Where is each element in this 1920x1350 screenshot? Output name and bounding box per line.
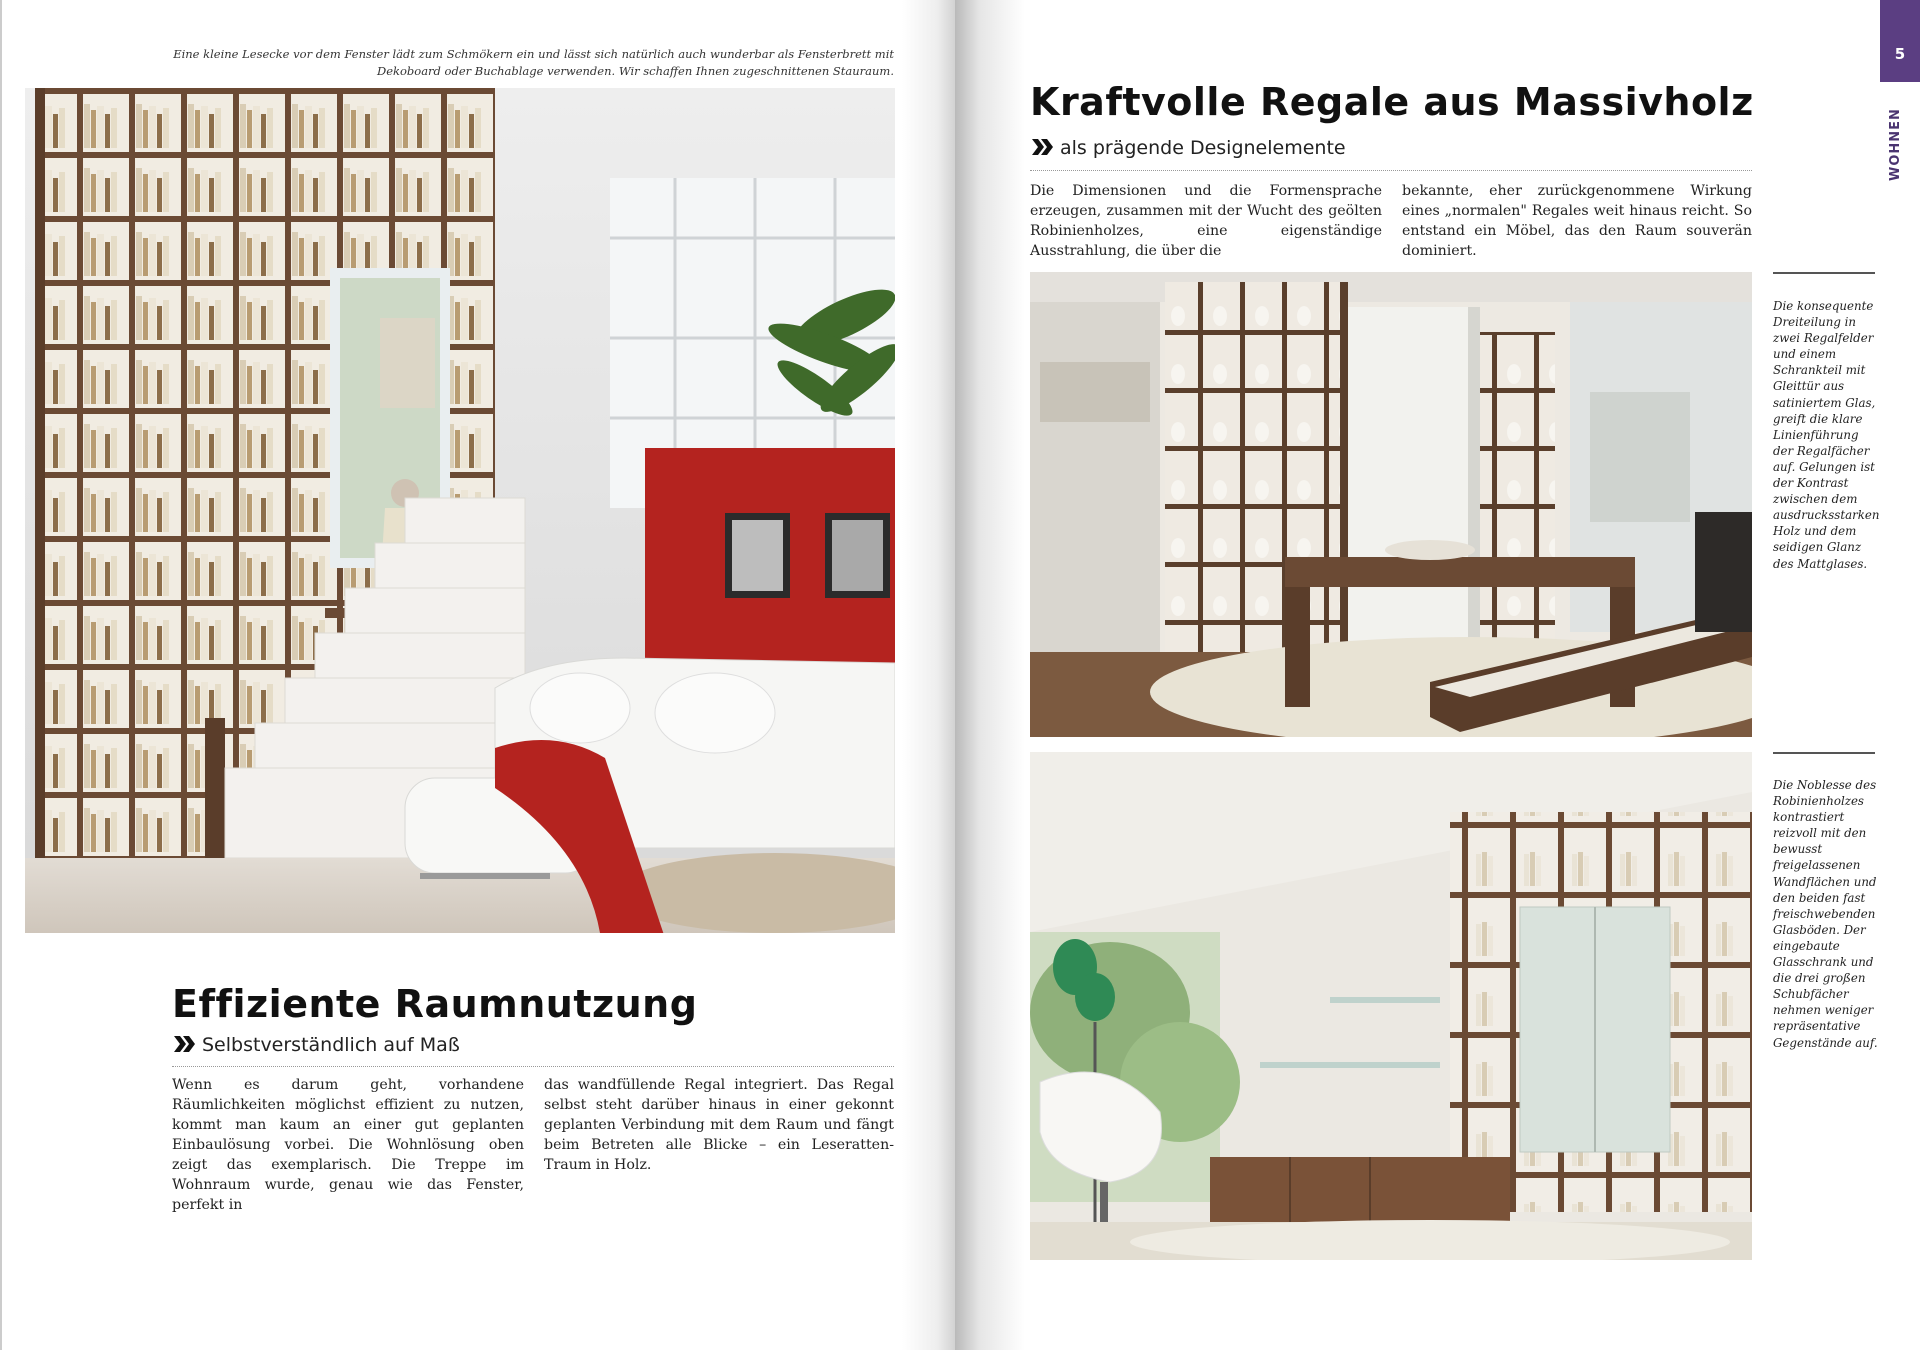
shelf-and-glass-cabinet-photo [1030, 272, 1752, 737]
right-subline-text: als prägende Designelemente [1060, 137, 1346, 159]
right-headline: Kraftvolle Regale aus Massivholz [1030, 80, 1754, 124]
section-tab [1880, 0, 1920, 82]
side-caption-2: Die Noblesse des Robinienholzes kontrastiert reizvoll mit den bewusst freigelassenen Wandflächen und den beiden fast freischwebenden Glasböden. Der eingebaute Glasschrank und die drei großen Schubfächer nehmen weniger repräsentative Gegenstände auf. [1773, 778, 1878, 1050]
right-dotted-rule [1030, 170, 1752, 171]
double-chevron-right-icon [1030, 137, 1054, 157]
left-subline-text: Selbstverständlich auf Maß [202, 1034, 460, 1056]
section-label: WOHNEN [1888, 108, 1903, 181]
left-headline: Effiziente Raumnutzung [172, 982, 698, 1026]
left-page [0, 0, 957, 1350]
side-caption-1: Die konsequente Dreiteilung in zwei Regalfelder und einem Schrankteil mit Gleittür aus satiniertem Glas, greift die klare Linienführung der Regalfächer auf. Gelungen ist der Kontrast zwischen dem ausdrucksstarken Holz und dem seidigen Glanz des Mattglases. [1773, 299, 1880, 571]
left-body-column-2: das wandfüllende Regal integriert. Das Regal selbst steht darüber hinaus in einer gekonnt geplanten Verbindung mit dem Raum und fängt beim Betreten alle Blicke – ein Leseratten-Traum in Holz. [544, 1077, 894, 1173]
left-body-column-1: Wenn es darum geht, vorhandene Räumlichkeiten möglichst effizient zu nutzen, kommt man kaum an einer gut geplanten Einbaulösung vorbei. Die Wohnlösung oben zeigt das exemplarisch. Die Treppe im Wohnraum wurde, genau wie das Fenster, perfekt in [172, 1077, 524, 1213]
double-chevron-right-icon [172, 1034, 196, 1054]
side-caption-rule-2 [1773, 752, 1875, 754]
right-page [955, 0, 1920, 1350]
bookshelf-staircase-photo [25, 88, 895, 933]
right-subline [1030, 137, 1346, 159]
left-subline [172, 1034, 460, 1056]
side-caption-rule-1 [1773, 272, 1875, 274]
left-dotted-rule [172, 1066, 894, 1067]
right-body-column-2: bekannte, eher zurückgenommene Wirkung eines „normalen" Regales weit hinaus reicht. So entstand ein Möbel, das den Raum souverän dominiert. [1402, 183, 1752, 259]
page-number: 5 [1894, 45, 1906, 63]
right-body-column-1: Die Dimensionen und die Formensprache erzeugen, zusammen mit der Wucht des geölten Robinienholzes, eine eigenständige Ausstrahlung, die über die [1030, 183, 1382, 259]
top-image-caption: Eine kleine Lesecke vor dem Fenster lädt zum Schmökern ein und lässt sich natürlich auch wunderbar als Fensterbrett mit Dekoboard oder Buchablage verwenden. Wir schaffen Ihnen zugeschnittenen Stauraum. [173, 47, 894, 78]
wall-unit-living-room-photo [1030, 752, 1752, 1260]
